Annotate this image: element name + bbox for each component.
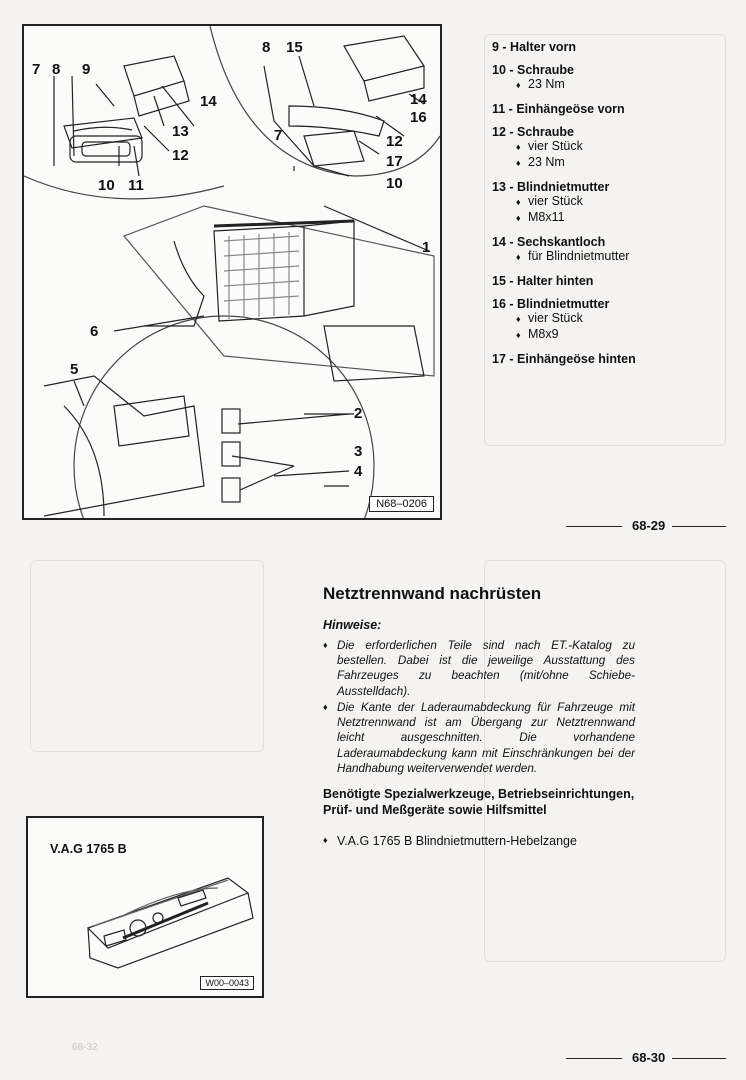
legend-item (492, 352, 732, 366)
callout-10: 10 (386, 175, 403, 192)
page-number: 68-29 (632, 518, 666, 533)
bullet-icon: ♦ (516, 314, 521, 324)
callout-15: 15 (286, 39, 303, 56)
callout-3: 3 (354, 443, 363, 460)
bullet-icon: ♦ (516, 330, 521, 340)
legend-item-title: 11 - Einhängeöse vorn (492, 102, 625, 116)
legend-item-title: 17 - Einhängeöse hinten (492, 352, 636, 366)
legend-item (492, 180, 732, 226)
bullet-icon: ♦ (516, 197, 521, 207)
legend-item (492, 125, 732, 171)
legend-detail-text: vier Stück (528, 194, 583, 208)
callout-16: 16 (410, 109, 427, 126)
page-rule-left (566, 1058, 622, 1059)
page-number: 68-30 (632, 1050, 666, 1065)
callout-8: 8 (262, 39, 271, 56)
page-rule-left (566, 526, 622, 527)
legend-item-title: 13 - Blindnietmutter (492, 180, 610, 194)
legend-item (492, 235, 732, 265)
note-text: Die Kante der Laderaumabdeckung für Fahrzeuge mit Netztrennwand ist am Übergang zur Netztrennwand leicht ausgeschnitten. Die vorhandene Laderaumabdeckung kann mit Einschränkungen bei der Handhabung weiterverwendet werden. (337, 701, 635, 775)
bullet-icon: ♦ (323, 702, 328, 712)
bullet-icon: ♦ (516, 252, 521, 262)
legend-item-detail (492, 139, 732, 155)
tool-figure-code: W00–0043 (200, 976, 254, 990)
legend-item-title: 9 - Halter vorn (492, 40, 577, 54)
legend-detail-text: vier Stück (528, 139, 583, 153)
legend-item-detail (492, 210, 732, 226)
legend-item (492, 297, 732, 343)
callout-4: 4 (354, 463, 363, 480)
bullet-icon: ♦ (516, 213, 521, 223)
bleed-through-footer: 68-32 (72, 1042, 98, 1053)
legend-detail-text: M8x11 (528, 210, 565, 224)
callout-10: 10 (98, 177, 115, 194)
callout-12: 12 (172, 147, 189, 164)
legend-detail-text: für Blindnietmutter (528, 249, 630, 263)
legend-item (492, 102, 732, 116)
legend-item-detail (492, 327, 732, 343)
callout-17: 17 (386, 153, 403, 170)
bullet-icon: ♦ (323, 835, 328, 845)
legend-item-title: 14 - Sechskantloch (492, 235, 606, 249)
legend-item (492, 40, 732, 54)
legend-item-detail (492, 194, 732, 210)
legend-item-detail (492, 77, 732, 93)
legend-item (492, 274, 732, 288)
tools-heading: Benötigte Spezialwerkzeuge, Betriebseinrichtungen, Prüf- und Meßgeräte sowie Hilfsmittel (323, 787, 635, 817)
callout-7: 7 (32, 61, 41, 78)
callout-2: 2 (354, 405, 363, 422)
section-title: Netztrennwand nachrüsten (323, 584, 542, 603)
bleed-through-box (30, 560, 264, 752)
figure-code: N68–0206 (369, 496, 434, 512)
callout-11: 11 (128, 177, 144, 194)
callout-1: 1 (422, 239, 431, 256)
note-item (323, 700, 635, 776)
legend-detail-text: 23 Nm (528, 77, 565, 91)
note-text: Die erforderlichen Teile sind nach ET.-Katalog zu bestellen. Dabei ist die jeweilige Ausstattung des Fahrzeuges zu beachten (mit/ohne Schiebe-Ausstelldach). (337, 639, 635, 698)
notes-label: Hinweise: (323, 618, 382, 632)
bullet-icon: ♦ (516, 158, 521, 168)
callout-6: 6 (90, 323, 99, 340)
bullet-icon: ♦ (516, 142, 521, 152)
note-item (323, 638, 635, 699)
bullet-icon: ♦ (323, 640, 328, 650)
tool-case-drawing (28, 818, 262, 996)
legend-item-detail (492, 155, 732, 171)
legend-detail-text: vier Stück (528, 311, 583, 325)
callout-14: 14 (410, 91, 427, 108)
net-partition-drawing (24, 26, 440, 518)
page-rule-right (672, 526, 726, 527)
page-rule-right (672, 1058, 726, 1059)
legend-item-detail (492, 249, 732, 265)
callout-12: 12 (386, 133, 403, 150)
callout-7: 7 (274, 127, 283, 144)
parts-legend (492, 40, 732, 375)
callout-5: 5 (70, 361, 79, 378)
callout-8: 8 (52, 61, 61, 78)
legend-item-title: 10 - Schraube (492, 63, 574, 77)
callout-13: 13 (172, 123, 189, 140)
tool-item (323, 834, 577, 848)
exploded-view-figure (22, 24, 442, 520)
callout-14: 14 (200, 93, 217, 110)
legend-item-detail (492, 311, 732, 327)
tool-figure-title: V.A.G 1765 B (50, 842, 127, 856)
tool-figure (26, 816, 264, 998)
callout-9: 9 (82, 61, 91, 78)
tool-text: V.A.G 1765 B Blindnietmuttern-Hebelzange (337, 834, 577, 848)
legend-detail-text: 23 Nm (528, 155, 565, 169)
legend-item-title: 16 - Blindnietmutter (492, 297, 610, 311)
legend-item-title: 12 - Schraube (492, 125, 574, 139)
legend-item (492, 63, 732, 93)
bullet-icon: ♦ (516, 80, 521, 90)
legend-detail-text: M8x9 (528, 327, 559, 341)
legend-item-title: 15 - Halter hinten (492, 274, 594, 288)
